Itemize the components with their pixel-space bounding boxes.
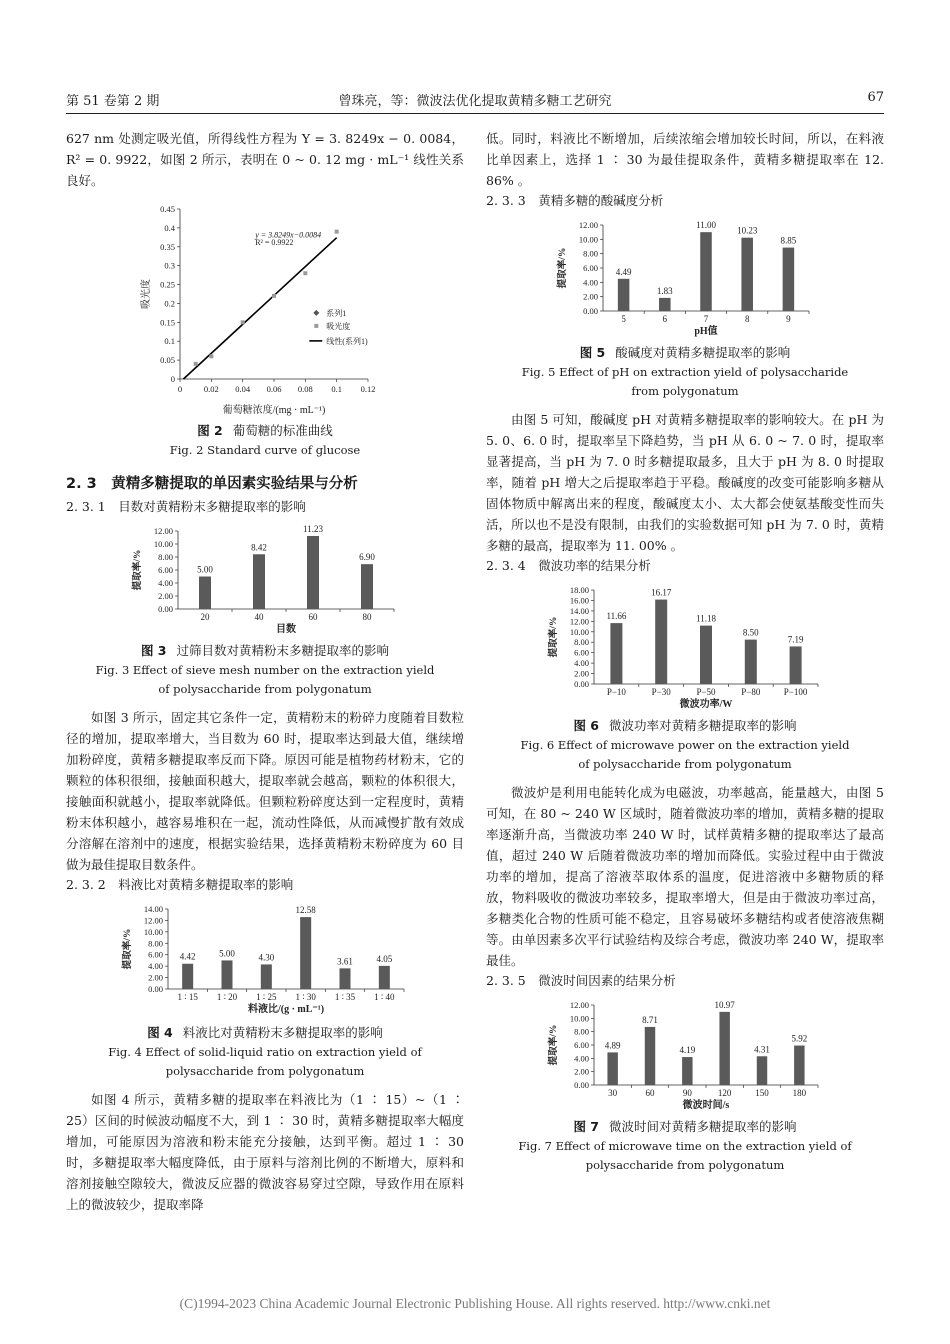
- fig7-caption-en-1: Fig. 7 Effect of microwave time on the extraction yield of: [518, 1139, 852, 1153]
- running-header: [66, 88, 884, 114]
- subsection-2-3-2-heading: 2. 3. 2 料液比对黄精多糖提取率的影响: [66, 877, 294, 892]
- y-tick-label: 6.00: [574, 1040, 589, 1050]
- y-tick-label: 6.00: [158, 565, 173, 575]
- y-tick-label: 0.35: [160, 241, 175, 252]
- x-tick-label: 0.04: [235, 384, 251, 394]
- x-axis-label: 微波功率/W: [679, 699, 733, 710]
- legend-series1: 系列1: [326, 308, 347, 318]
- r2-label: R² = 0.9922: [255, 237, 294, 247]
- subsection-2-3-1-heading: 2. 3. 1 目数对黄精粉末多糖提取率的影响: [66, 499, 306, 514]
- bar: [379, 966, 390, 989]
- y-tick-label: 4.00: [158, 578, 173, 588]
- y-tick-label: 0.00: [158, 604, 173, 614]
- data-point: [272, 294, 276, 298]
- y-tick-label: 4.00: [148, 961, 163, 972]
- y-tick-label: 0.45: [160, 204, 175, 214]
- x-tick-label: P−50: [696, 687, 716, 697]
- fig5-caption-cn: 图 5 酸碱度对黄精多糖提取率的影响: [579, 345, 791, 360]
- data-label: 11.66: [606, 611, 627, 622]
- figure-3-mesh-chart: [130, 525, 400, 635]
- data-label: 11.00: [696, 220, 716, 231]
- x-tick-label: 20: [200, 612, 210, 622]
- x-tick-label: 40: [254, 612, 264, 622]
- data-label: 7.19: [787, 634, 804, 645]
- y-tick-label: 0.05: [160, 355, 175, 366]
- figure-7-time-chart: [546, 999, 824, 1111]
- y-tick-label: 6.00: [583, 263, 598, 273]
- y-tick-label: 10.00: [569, 626, 589, 637]
- y-tick-label: 4.00: [574, 658, 589, 669]
- y-tick-label: 0.1: [164, 336, 175, 347]
- x-tick-label: 0.08: [297, 384, 313, 394]
- y-tick-label: 0.4: [164, 222, 175, 233]
- subsection-2-3-5-heading: 2. 3. 5 微波时间因素的结果分析: [486, 973, 676, 988]
- fig4-caption-en-1: Fig. 4 Effect of solid-liquid ratio on extraction yield of: [108, 1045, 422, 1059]
- x-tick-label: 0.12: [360, 384, 376, 394]
- x-tick-label: 0.06: [266, 384, 282, 394]
- fig7-caption-en-2: polysaccharide from polygonatum: [585, 1158, 785, 1172]
- data-label: 5.92: [791, 1033, 808, 1044]
- bar: [794, 1046, 804, 1085]
- y-tick-label: 10.00: [578, 234, 598, 245]
- y-axis-label: 提取率/%: [123, 928, 133, 970]
- data-label: 12.58: [295, 905, 316, 916]
- fig3-caption-cn: 图 3 过筛目数对黄精粉末多糖提取率的影响: [140, 643, 390, 658]
- x-tick-label: 60: [308, 612, 318, 622]
- data-label: 16.17: [651, 587, 672, 598]
- x-tick-label: 150: [755, 1088, 769, 1098]
- bar: [700, 626, 712, 684]
- x-tick-label: 1 ∶ 20: [216, 992, 238, 1002]
- data-point: [241, 320, 245, 324]
- x-tick-label: P−30: [651, 687, 671, 697]
- data-label: 3.61: [337, 956, 353, 967]
- right-column: [486, 128, 884, 1175]
- left-column: [66, 128, 464, 1215]
- y-tick-label: 10.00: [143, 926, 163, 937]
- y-tick-label: 10.00: [569, 1013, 589, 1024]
- data-label: 4.42: [179, 951, 196, 962]
- data-label: 4.49: [615, 266, 632, 277]
- data-point: [194, 362, 198, 366]
- y-tick-label: 0.2: [164, 298, 175, 309]
- bar: [221, 960, 232, 989]
- y-tick-label: 0: [170, 374, 175, 384]
- bar: [783, 248, 795, 311]
- paragraph-2-3-2-continued: 低。同时，料液比不断增加，后续浓缩会增加较长时间，所以，在料液比单因素上，选择 1 ∶ 30 为最佳提取条件，黄精多糖提取率在 12. 86% 。: [486, 131, 884, 188]
- bar: [199, 577, 211, 610]
- y-tick-label: 8.00: [148, 938, 163, 949]
- y-axis-label: 提取率/%: [549, 1024, 559, 1066]
- y-tick-label: 8.00: [574, 637, 589, 648]
- x-tick-label: 1 ∶ 15: [177, 992, 198, 1002]
- legend-absorbance: 吸光度: [326, 321, 351, 331]
- legend-marker-absorbance: [314, 324, 318, 328]
- y-tick-label: 0.25: [160, 279, 175, 290]
- data-point: [303, 271, 307, 275]
- equation-label: y = 3.8249x−0.0084: [255, 230, 322, 240]
- data-label: 4.19: [679, 1045, 696, 1056]
- legend-linear: 线性(系列1): [326, 336, 368, 346]
- x-tick-label: 90: [682, 1088, 692, 1098]
- figure-4-ratio-chart: [120, 903, 410, 1015]
- x-tick-label: 0: [177, 384, 183, 394]
- journal-volume: 第 51 卷第 2 期: [66, 94, 160, 109]
- fig7-caption-cn: 图 7 微波时间对黄精多糖提取率的影响: [573, 1119, 797, 1134]
- data-point: [209, 354, 213, 358]
- subsection-2-3-3-heading: 2. 3. 3 黄精多糖的酸碱度分析: [486, 193, 664, 208]
- x-axis-label: 葡萄糖浓度/(mg · mL⁻¹): [222, 405, 326, 416]
- subsection-2-3-4-heading: 2. 3. 4 微波功率的结果分析: [486, 558, 651, 573]
- x-tick-label: 7: [703, 314, 709, 324]
- y-tick-label: 0.00: [574, 1080, 589, 1090]
- y-tick-label: 2.00: [158, 591, 173, 601]
- figure-6-power-chart: [546, 584, 824, 710]
- data-label: 8.42: [251, 542, 267, 553]
- data-label: 8.85: [780, 235, 797, 246]
- bar: [700, 232, 712, 311]
- x-tick-label: 0.1: [331, 384, 342, 394]
- figure-5-ph-chart: [555, 219, 815, 337]
- bar: [757, 1056, 767, 1085]
- bar: [607, 1052, 617, 1085]
- bar: [610, 623, 622, 684]
- intro-paragraph: 627 nm 处测定吸光值，所得线性方程为 Y = 3. 8249x − 0. 0084，R² = 0. 9922，如图 2 所示，表明在 0 ~ 0. 12 mg · mL⁻¹ 线性关系良好。: [66, 131, 464, 188]
- y-axis-label: 提取率/%: [133, 549, 143, 591]
- x-tick-label: 80: [362, 612, 372, 622]
- legend-marker-series1: [313, 310, 319, 316]
- x-axis-label: pH值: [694, 326, 718, 337]
- fig4-caption-en-2: polysaccharide from polygonatum: [165, 1064, 365, 1078]
- bar: [182, 964, 193, 989]
- y-tick-label: 12.00: [153, 526, 173, 536]
- x-tick-label: 5: [621, 314, 626, 324]
- bar: [741, 238, 753, 311]
- bar: [682, 1057, 692, 1085]
- bar: [745, 640, 757, 684]
- y-tick-label: 2.00: [148, 972, 163, 983]
- x-axis-label: 目数: [276, 624, 296, 635]
- x-tick-label: 8: [744, 314, 750, 324]
- x-tick-label: 9: [786, 314, 791, 324]
- y-tick-label: 16.00: [569, 595, 589, 606]
- x-tick-label: 180: [792, 1088, 807, 1098]
- x-tick-label: 1 ∶ 35: [334, 992, 356, 1002]
- y-tick-label: 2.00: [574, 668, 589, 679]
- section-2-3-heading: 2. 3 黄精多糖提取的单因素实验结果与分析: [66, 476, 358, 492]
- fig5-caption-en-1: Fig. 5 Effect of pH on extraction yield of polysaccharide: [521, 365, 849, 379]
- data-label: 11.23: [303, 525, 323, 535]
- y-tick-label: 14.00: [569, 605, 589, 616]
- data-label: 5.00: [197, 564, 213, 575]
- data-label: 4.05: [376, 953, 393, 964]
- trend-line: [183, 238, 336, 379]
- fig5-caption-en-2: from polygonatum: [631, 384, 739, 398]
- y-tick-label: 6.00: [148, 949, 163, 960]
- x-tick-label: 0.02: [203, 384, 219, 394]
- paragraph-2-3-4: 微波炉是利用电能转化成为电磁波，功率越高，能量越大，由图 5 可知，在 80 ~ 240 W 区域时，随着微波功率的增加，黄精多糖的提取率逐渐升高，当微波功率 240 W 时，试样黄精多糖的提取率达了最高值，超过 240 W 后随着微波功率的增加而降低。实验过程中由于微波功率的增加，提高了溶液萃取体系的温度，促进溶液中多糖物质的释放，物料吸收的微波功率较多，提取率增大，但是由于微波功率过高，多糖类化合物的性质可能不稳定，且容易破坏多糖结构或者使溶液焦糊等。由单因素多次平行试验结构及综合考虑，微波功率 240 W，提取率最佳。: [486, 785, 884, 968]
- fig2-caption-cn: 图 2 葡萄糖的标准曲线: [197, 423, 333, 438]
- data-label: 10.97: [714, 999, 735, 1010]
- y-tick-label: 12.00: [569, 616, 589, 627]
- y-tick-label: 8.00: [583, 248, 598, 259]
- data-point: [335, 230, 339, 234]
- figure-2-standard-curve: [140, 201, 390, 419]
- data-label: 8.71: [642, 1014, 658, 1025]
- fig6-caption-en-2: of polysaccharide from polygonatum: [578, 757, 792, 771]
- data-label: 6.90: [359, 552, 375, 563]
- y-tick-label: 10.00: [153, 539, 173, 549]
- bar: [719, 1012, 729, 1085]
- x-tick-label: 6: [662, 314, 668, 324]
- data-label: 5.00: [219, 948, 235, 959]
- bar: [659, 298, 671, 311]
- x-tick-label: 60: [645, 1088, 655, 1098]
- bar: [339, 968, 350, 989]
- bar: [307, 536, 319, 609]
- paragraph-2-3-2: 如图 4 所示，黄精多糖的提取率在料液比为（1 ∶ 15）~（1 ∶ 25）区间的时候波动幅度不大，到 1 ∶ 30 时，黄精多糖提取率大幅度增加，可能原因为溶液和粉末能充分接触，达到平衡。超过 1 ∶ 30 时，多糖提取率大幅度降低，由于原料与溶剂比例的不断增大，原料和溶剂接触空隙较大，微波反应器的微波容易穿过空隙，导致作用在原料上的微波较少，提取率降: [66, 1092, 464, 1212]
- copyright-footer: (C)1994-2023 China Academic Journal Electronic Publishing House. All rights reserved. http://www.cnki.net: [179, 1296, 771, 1311]
- paragraph-2-3-3: 由图 5 可知，酸碱度 pH 对黄精多糖提取率的影响较大。在 pH 为 5. 0、6. 0 时，提取率呈下降趋势，当 pH 从 6. 0 ~ 7. 0 时，提取率显著提高，当 pH 为 7. 0 时多糖提取最多，且大于 pH 为 8. 0 时提取率，随着 pH 增大之后提取率趋于平稳。酸碱度的改变可能影响多糖从固体物质中解离出来的程度，酸碱度太小、太大都会使氨基酸变性而失活，所以也不是没有限制，由我们的实验数据可知 pH 为 7. 0 时，黄精多糖的最高，提取率为 11. 00% 。: [486, 412, 884, 553]
- y-tick-label: 18.00: [569, 585, 589, 595]
- bar: [645, 1027, 655, 1085]
- x-axis-label: 料液比/(g · mL⁻¹): [247, 1004, 325, 1015]
- y-tick-label: 2.00: [583, 291, 598, 302]
- bar: [261, 964, 272, 989]
- x-tick-label: 120: [717, 1088, 732, 1098]
- fig6-caption-en-1: Fig. 6 Effect of microwave power on the extraction yield: [520, 738, 850, 752]
- x-tick-label: 1 ∶ 25: [256, 992, 277, 1002]
- x-tick-label: 1 ∶ 30: [295, 992, 316, 1002]
- fig3-caption-en-1: Fig. 3 Effect of sieve mesh number on the extraction yield: [95, 663, 435, 677]
- x-tick-label: 1 ∶ 40: [374, 992, 395, 1002]
- bar: [618, 279, 630, 311]
- y-tick-label: 4.00: [583, 277, 598, 288]
- x-tick-label: P−100: [783, 687, 808, 697]
- y-tick-label: 0.00: [574, 679, 589, 689]
- data-label: 10.23: [737, 225, 758, 236]
- y-tick-label: 0.00: [583, 306, 598, 316]
- bar: [300, 917, 311, 989]
- data-label: 1.83: [656, 285, 673, 296]
- y-axis-label: 提取率/%: [549, 616, 559, 658]
- x-tick-label: P−10: [606, 687, 626, 697]
- data-label: 4.89: [604, 1040, 621, 1051]
- y-tick-label: 2.00: [574, 1066, 589, 1077]
- y-tick-label: 12.00: [569, 1000, 589, 1010]
- bar: [361, 564, 373, 609]
- y-tick-label: 8.00: [574, 1026, 589, 1037]
- x-axis-label: 微波时间/s: [682, 1100, 730, 1111]
- x-tick-label: P−80: [741, 687, 761, 697]
- fig4-caption-cn: 图 4 料液比对黄精粉末多糖提取率的影响: [147, 1025, 383, 1040]
- page-number: 67: [867, 90, 884, 105]
- y-tick-label: 6.00: [574, 647, 589, 658]
- y-tick-label: 8.00: [158, 552, 173, 562]
- fig6-caption-cn: 图 6 微波功率对黄精多糖提取率的影响: [573, 718, 797, 733]
- y-axis-label: 吸光度: [141, 279, 152, 309]
- y-tick-label: 0.00: [148, 984, 163, 994]
- data-label: 11.18: [696, 613, 716, 624]
- y-tick-label: 12.00: [578, 220, 598, 230]
- bar: [253, 554, 265, 609]
- y-tick-label: 0.3: [164, 260, 175, 271]
- x-tick-label: 30: [608, 1088, 618, 1098]
- y-tick-label: 4.00: [574, 1053, 589, 1064]
- fig2-caption-en: Fig. 2 Standard curve of glucose: [169, 443, 361, 457]
- fig3-caption-en-2: of polysaccharide from polygonatum: [158, 682, 372, 696]
- y-tick-label: 12.00: [143, 915, 163, 926]
- y-tick-label: 0.15: [160, 317, 175, 328]
- running-title: 曾珠亮，等：微波法优化提取黄精多糖工艺研究: [338, 94, 612, 109]
- data-label: 4.31: [754, 1044, 770, 1055]
- bar: [655, 600, 667, 684]
- paragraph-2-3-1: 如图 3 所示，固定其它条件一定，黄精粉末的粉碎力度随着目数粒径的增加，提取率增大，当目数为 60 时，提取率达到最大值，继续增加粉碎度，黄精多糖提取率反而下降。原因可能是植物药材粉末，它的颗粒的体积很细，接触面积越大，提取率就会越高，颗粒的体积很大，接触面积就越小，提取率就降低。但颗粒粉碎度达到一定程度时，黄精粉末体积越小，越容易堆积在一起，流动性降低，从而减慢扩散有效成分溶解在溶剂中的速度，根据实验结果，选择黄精粉末粉碎度为 60 目做为最佳提取目数条件。: [66, 710, 464, 872]
- bar: [790, 646, 802, 684]
- data-label: 4.30: [258, 952, 275, 963]
- y-tick-label: 14.00: [143, 904, 163, 914]
- data-label: 8.50: [742, 627, 759, 638]
- y-axis-label: 提取率/%: [558, 247, 568, 289]
